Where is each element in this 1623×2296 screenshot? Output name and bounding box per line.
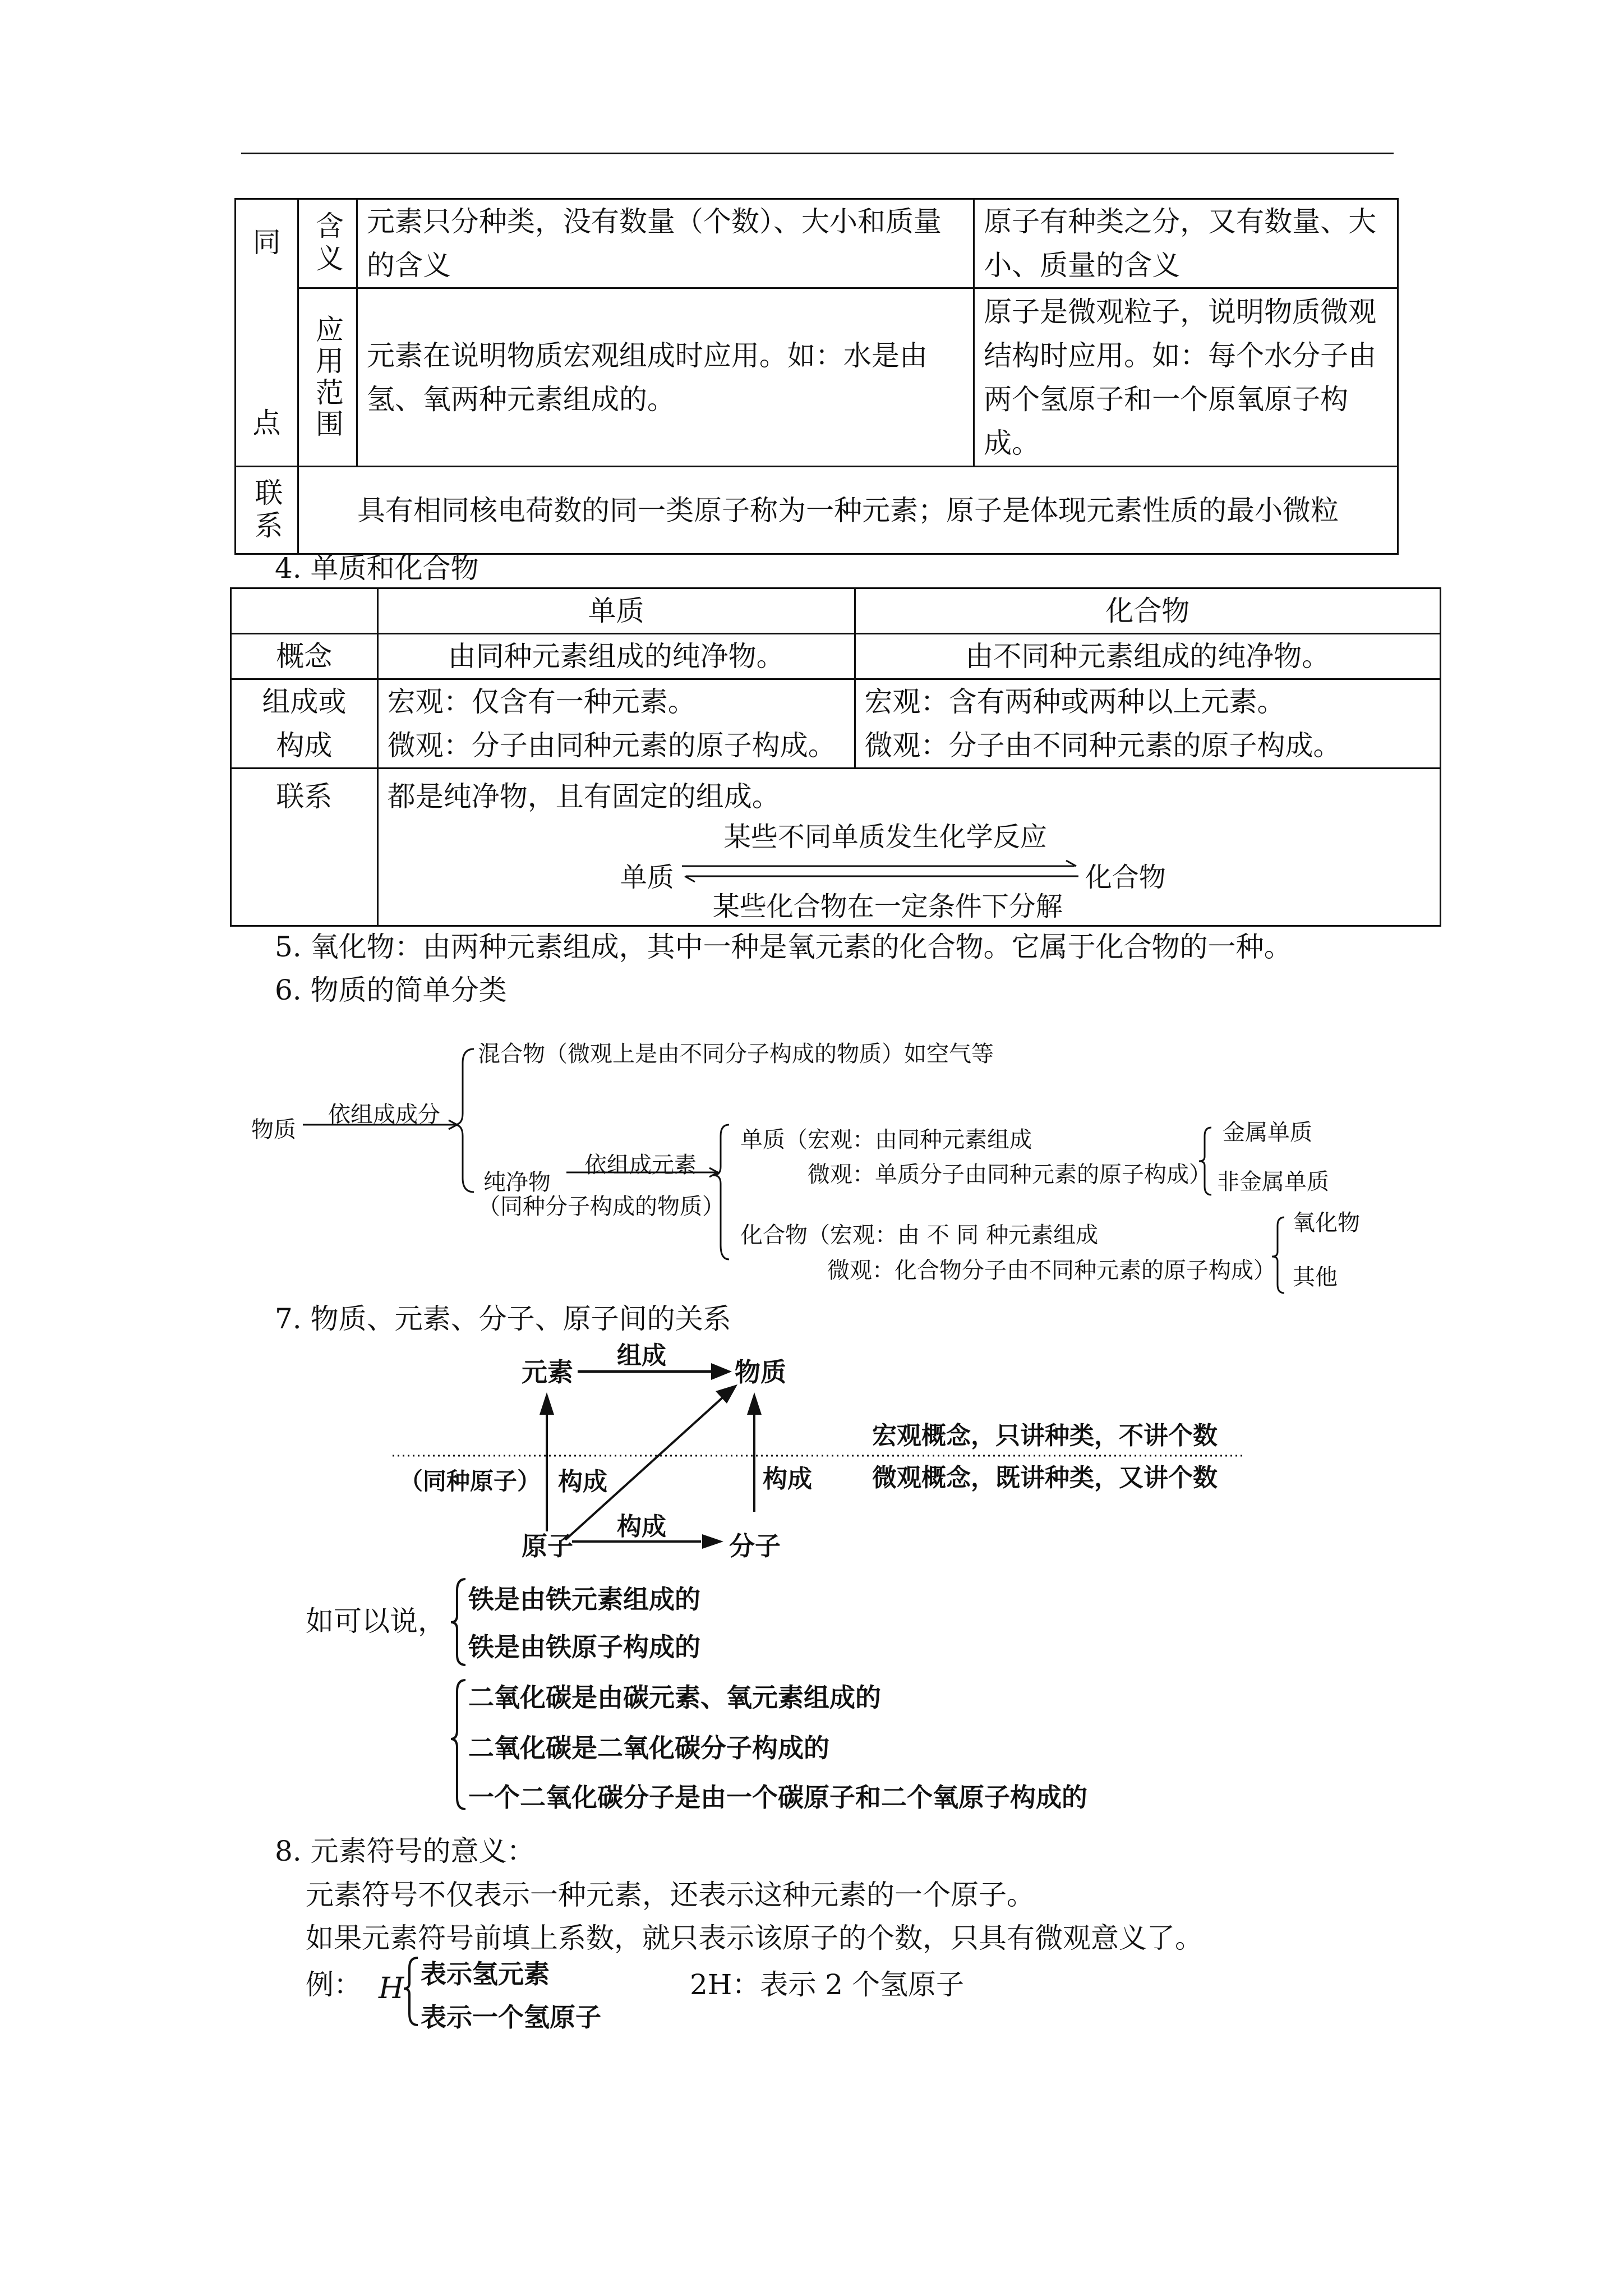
link-text: 具有相同核电荷数的同一类原子称为一种元素；原子是体现元素性质的最小微粒 [298,467,1398,554]
h-meaning-2: 表示一个氢原子 [421,2002,601,2032]
say-label: 如可以说， [306,1605,446,1637]
other-node: 其他 [1293,1264,1338,1290]
root-node: 物质 [251,1117,296,1143]
diagram-bottom: 某些化合物在一定条件下分解 [712,891,1063,922]
mixture-node: 混合物（微观上是由不同分子构成的物质）如空气等 [478,1041,994,1067]
co2-line-3: 一个二氧化碳分子是由一个碳原子和二个氧原子构成的 [468,1782,1087,1812]
sec8-line2: 如果元素符号前填上系数，就只表示该原子的个数，只具有微观意义了。 [306,1922,1203,1954]
concept-compound: 由不同种元素组成的纯净物。 [855,634,1441,679]
diagram-right: 化合物 [1085,862,1166,893]
nonmetal-node: 非金属单质 [1217,1169,1329,1195]
diagram-left: 单质 [620,862,674,893]
concept-label: 概念 [231,634,378,679]
comp-label: 组成或 构成 [231,679,378,769]
label-form-left: 构成 [558,1467,607,1496]
atom-scope: 原子是微观粒子，说明物质微观结构时应用。如：每个水分子由两个氢原子和一个原氧原子构成。 [974,288,1398,467]
single-node-sub: 微观：单质分子由同种元素的原子构成） [808,1162,1211,1188]
two-h-text: 2H：表示 2 个氢原子 [690,1968,965,2001]
node-matter: 物质 [735,1357,786,1387]
label-compose: 组成 [617,1341,666,1370]
concept-single: 由同种元素组成的纯净物。 [377,634,855,679]
sec8-example: 例： [306,1968,362,2001]
compound-node: 化合物（宏观：由 不 同 种元素组成 [740,1222,1099,1248]
comp-compound: 宏观：含有两种或两种以上元素。 微观：分子由不同种元素的原子构成。 [855,679,1441,769]
metal-node: 金属单质 [1223,1120,1312,1145]
label-macro: 宏观概念，只讲种类，不讲个数 [872,1421,1218,1450]
sec5-text: 5. 氧化物：由两种元素组成，其中一种是氧元素的化合物。它属于化合物的一种。 [275,931,1292,963]
iron-line-2: 铁是由铁原子构成的 [468,1632,700,1662]
row-label-meaning: 含义 [298,199,357,288]
row-label-scope: 应用范围 [298,288,357,467]
comp-single: 宏观：仅含有一种元素。 微观：分子由同种元素的原子构成。 [377,679,855,769]
label-same-atom: （同种原子） [399,1467,541,1495]
link-label-4: 联系 [231,769,378,926]
diagram-top: 某些不同单质发生化学反应 [723,821,1047,853]
link-text-4: 都是纯净物，且有固定的组成。 [387,780,780,813]
by-element-label: 依组成元素 [584,1152,697,1178]
iron-line-1: 铁是由铁元素组成的 [468,1584,700,1614]
label-micro: 微观概念，既讲种类，又讲个数 [872,1464,1218,1492]
element-meaning: 元素只分种类，没有数量（个数）、大小和质量的含义 [357,199,974,288]
atom-meaning: 原子有种类之分，又有数量、大小、质量的含义 [974,199,1398,288]
link-label: 联系 [236,467,298,554]
h-symbol: H [379,1972,404,2005]
oxide-node: 氧化物 [1293,1210,1360,1236]
node-element: 元素 [522,1357,573,1387]
co2-line-2: 二氧化碳是二氧化碳分子构成的 [468,1733,829,1763]
sec7-title: 7. 物质、元素、分子、原子间的关系 [275,1303,731,1335]
sec4-title: 4. 单质和化合物 [275,552,479,585]
label-form-right: 构成 [763,1465,812,1493]
h-meaning-1: 表示氢元素 [421,1959,550,1989]
single-node: 单质（宏观：由同种元素组成 [740,1127,1032,1153]
by-composition-label: 依组成成分 [328,1102,440,1128]
sec8-title: 8. 元素符号的意义： [275,1835,535,1867]
sec6-title: 6. 物质的简单分类 [275,974,507,1006]
group-label-top: 同 [252,226,281,259]
pure-node-sub: （同种分子构成的物质） [478,1194,725,1220]
co2-line-1: 二氧化碳是由碳元素、氧元素组成的 [468,1682,881,1713]
head-compound: 化合物 [855,588,1441,634]
sec8-line1: 元素符号不仅表示一种元素，还表示这种元素的一个原子。 [306,1879,1035,1911]
element-scope: 元素在说明物质宏观组成时应用。如：水是由氢、氧两种元素组成的。 [357,288,974,467]
compound-node-sub: 微观：化合物分子由不同种元素的原子构成） [827,1258,1276,1283]
group-label-bottom: 点 [252,407,281,439]
head-single: 单质 [377,588,855,634]
node-atom: 原子 [522,1531,573,1561]
pure-node: 纯净物 [483,1170,551,1195]
node-molecule: 分子 [729,1531,781,1561]
label-form-bottom: 构成 [617,1512,666,1541]
